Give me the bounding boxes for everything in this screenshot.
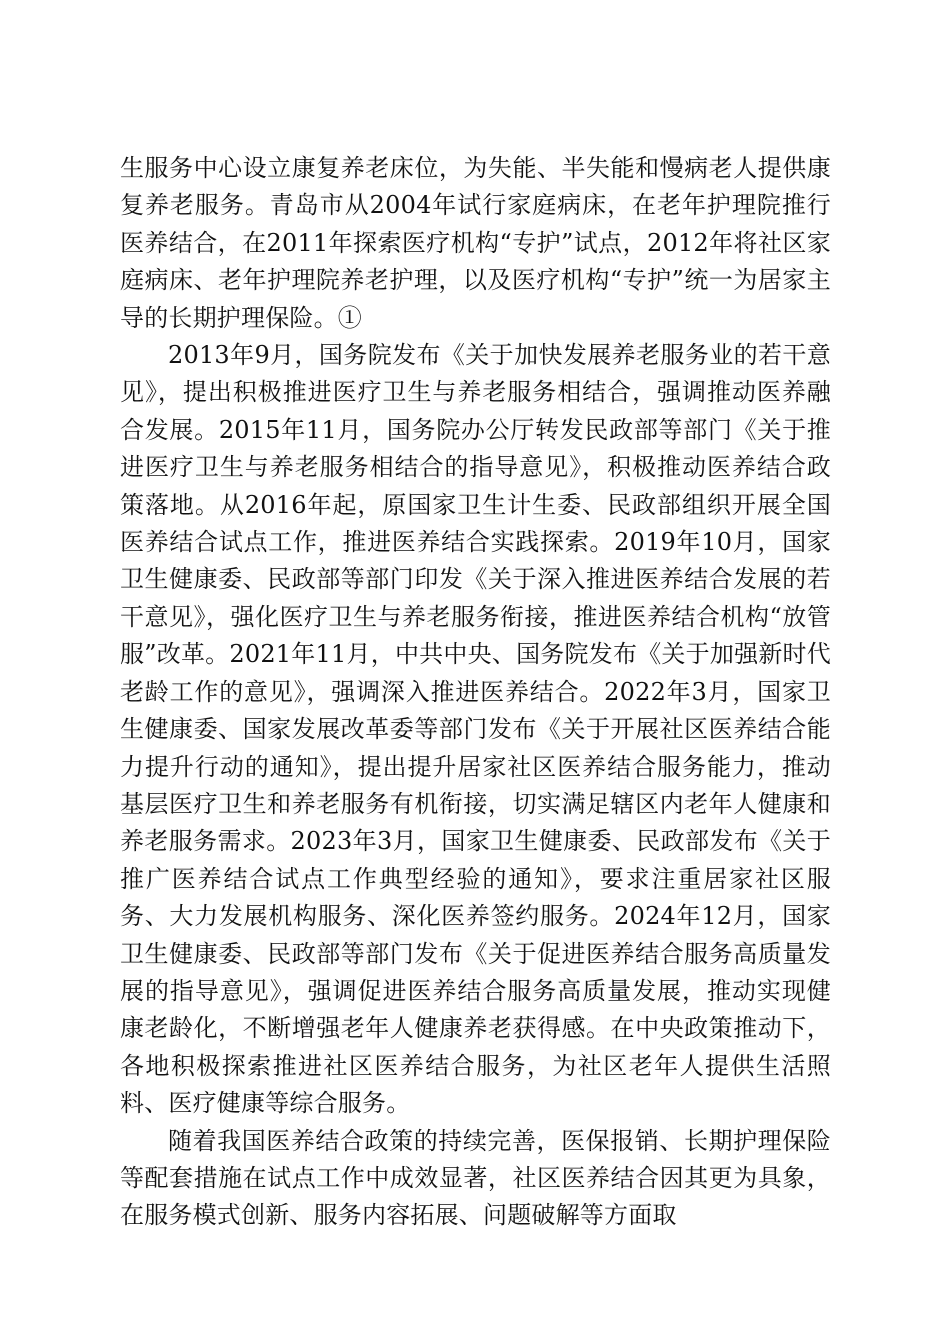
body-text bbox=[120, 150, 831, 1235]
paragraph-1: 生服务中心设立康复养老床位，为失能、半失能和慢病老人提供康复养老服务。青岛市从2004年试行家庭病床，在老年护理院推行医养结合，在2011年探索医疗机构“专护”试点，2012年将社区家庭病床、老年护理院养老护理，以及医疗机构“专护”统一为居家主导的长期护理保险。① bbox=[120, 154, 831, 332]
paragraph-3: 随着我国医养结合政策的持续完善，医保报销、长期护理保险等配套措施在试点工作中成效显著，社区医养结合因其更为具象，在服务模式创新、服务内容拓展、问题破解等方面取 bbox=[120, 1126, 831, 1230]
paragraph-2: 2013年9月，国务院发布《关于加快发展养老服务业的若干意见》，提出积极推进医疗卫生与养老服务相结合，强调推动医养融合发展。2015年11月，国务院办公厅转发民政部等部门《关于推进医疗卫生与养老服务相结合的指导意见》，积极推动医养结合政策落地。从2016年起，原国家卫生计生委、民政部组织开展全国医养结合试点工作，推进医养结合实践探索。2019年10月，国家卫生健康委、民政部等部门印发《关于深入推进医养结合发展的若干意见》，强化医疗卫生与养老服务衔接，推进医养结合机构“放管服”改革。2021年11月，中共中央、国务院发布《关于加强新时代老龄工作的意见》，强调深入推进医养结合。2022年3月，国家卫生健康委、国家发展改革委等部门发布《关于开展社区医养结合能力提升行动的通知》，提出提升居家社区医养结合服务能力，推动基层医疗卫生和养老服务有机衔接，切实满足辖区内老年人健康和养老服务需求。2023年3月，国家卫生健康委、民政部发布《关于推广医养结合试点工作典型经验的通知》，要求注重居家社区服务、大力发展机构服务、深化医养签约服务。2024年12月，国家卫生健康委、民政部等部门发布《关于促进医养结合服务高质量发展的指导意见》，强调促进医养结合服务高质量发展，推动实现健康老龄化，不断增强老年人健康养老获得感。在中央政策推动下，各地积极探索推进社区医养结合服务，为社区老年人提供生活照料、医疗健康等综合服务。 bbox=[120, 341, 831, 1118]
